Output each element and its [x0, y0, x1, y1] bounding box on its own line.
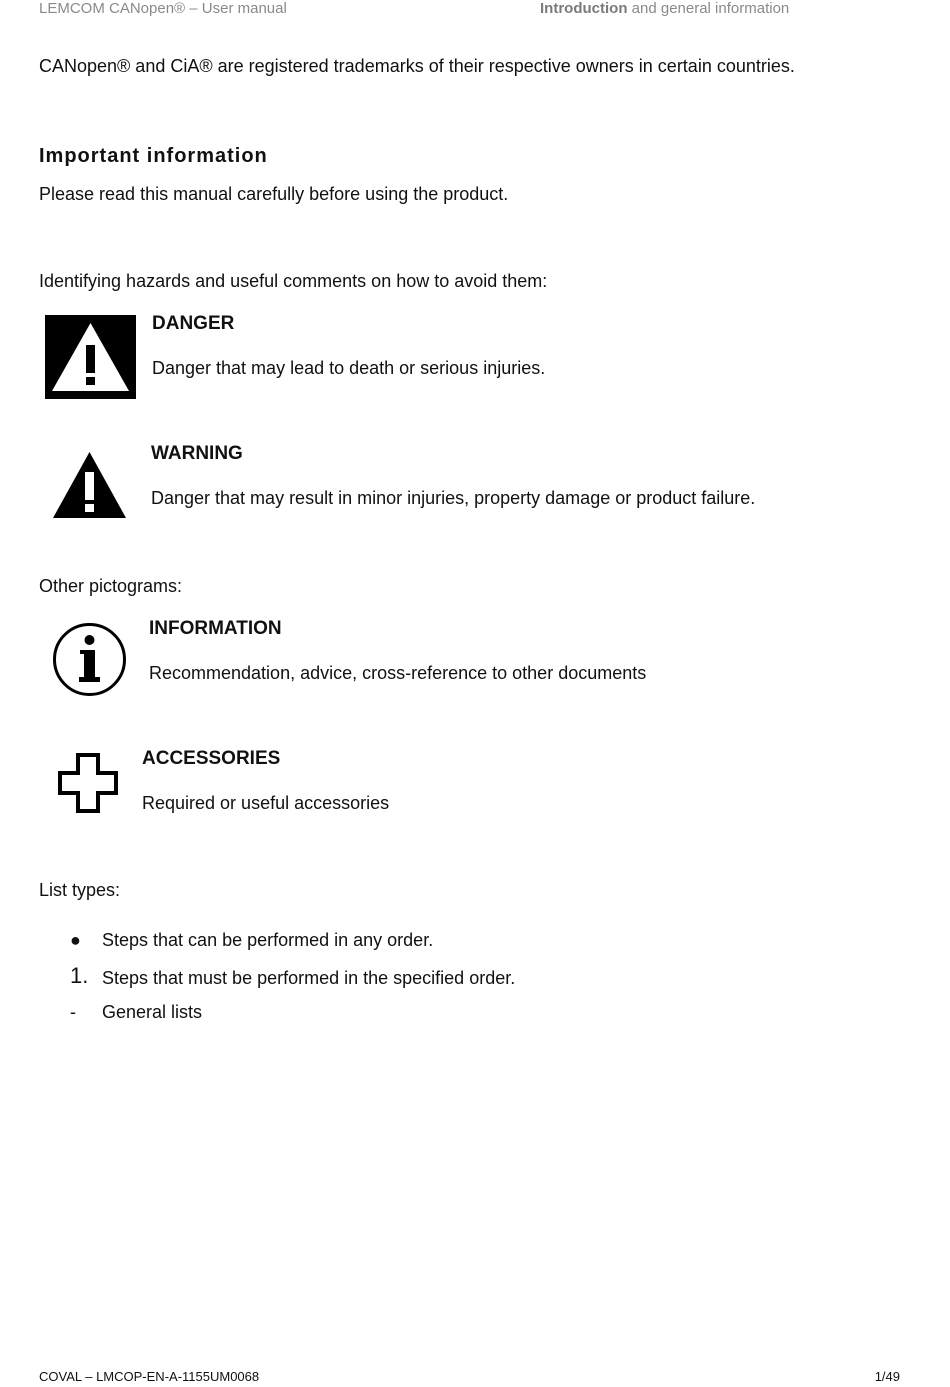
list-item-dash-text: General lists	[102, 1002, 203, 1022]
danger-description: Danger that may lead to death or serious injuries.	[152, 358, 546, 378]
other-pictograms-intro: Other pictograms:	[39, 576, 183, 596]
numbered-marker: 1.	[70, 963, 89, 988]
warning-description: Danger that may result in minor injuries, property damage or product failure.	[151, 488, 756, 508]
bullet-marker: ●	[70, 930, 81, 950]
footer-page-number: 1/49	[874, 1369, 900, 1384]
header-section-title	[540, 0, 789, 18]
information-description: Recommendation, advice, cross-reference to other documents	[149, 663, 647, 683]
warning-title: WARNING	[151, 443, 243, 464]
list-item-numbered-text: Steps that must be performed in the specified order.	[102, 968, 516, 988]
list-item-bullet-text: Steps that can be performed in any order.	[102, 930, 434, 950]
plus-cross-icon	[58, 753, 118, 813]
warning-triangle-icon	[52, 450, 127, 520]
header-section-bold: Introduction	[540, 0, 628, 17]
important-heading: Important information	[39, 145, 268, 167]
danger-triangle-icon	[45, 315, 136, 399]
accessories-description: Required or useful accessories	[142, 793, 390, 813]
header-section-rest: and general information	[627, 0, 790, 17]
hazards-intro: Identifying hazards and useful comments on how to avoid them:	[39, 271, 548, 291]
danger-title: DANGER	[152, 313, 235, 334]
dash-marker: -	[70, 1002, 76, 1022]
important-body: Please read this manual carefully before using the product.	[39, 184, 509, 204]
info-circle-icon	[52, 622, 127, 697]
accessories-title: ACCESSORIES	[142, 748, 281, 769]
footer-document-code: COVAL – LMCOP-EN-A-1155UM0068	[39, 1369, 260, 1384]
header-manual-title: LEMCOM CANopen® – User manual	[39, 0, 287, 17]
information-title: INFORMATION	[149, 618, 282, 639]
trademark-notice: CANopen® and CiA® are registered trademarks of their respective owners in certain countries.	[39, 56, 795, 76]
list-types-intro: List types:	[39, 880, 121, 900]
